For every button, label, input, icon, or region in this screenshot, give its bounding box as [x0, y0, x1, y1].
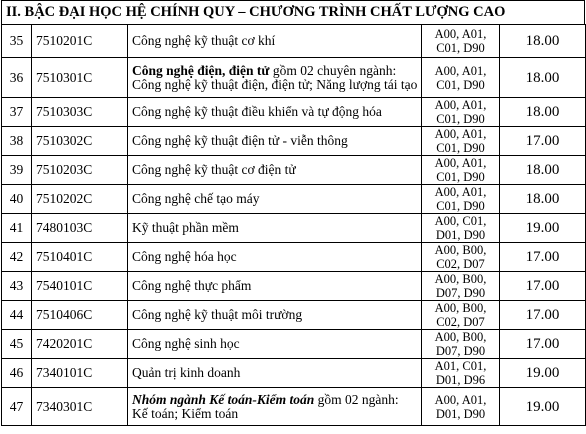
row-number: 46: [2, 359, 32, 388]
combo-line-1: A00, A01,: [434, 127, 487, 141]
combo-line-1: A00, B00,: [434, 301, 487, 315]
combo-line-1: A00, A01,: [434, 185, 487, 199]
admission-score: 18.00: [500, 156, 586, 185]
major-code: 7510401C: [32, 243, 128, 272]
major-code: 7510303C: [32, 98, 128, 127]
combo-line-1: A00, B00,: [434, 330, 487, 344]
row-number: 39: [2, 156, 32, 185]
admission-score: 19.00: [500, 359, 586, 388]
row-number: 43: [2, 272, 32, 301]
row-number: 42: [2, 243, 32, 272]
combo-line-1: A00, B00,: [434, 272, 487, 286]
subject-combinations: [422, 243, 500, 272]
row-number: 41: [2, 214, 32, 243]
combo-line-1: A00, B00,: [434, 243, 487, 257]
combo-line-1: A00, A01,: [434, 98, 487, 112]
major-code: 7510406C: [32, 301, 128, 330]
major-name: Công nghệ kỹ thuật môi trường: [128, 301, 422, 330]
major-code: 7480103C: [32, 214, 128, 243]
admission-score: 18.00: [500, 98, 586, 127]
major-name-bold: Công nghệ điện, điện tử: [132, 62, 270, 78]
row-number: 44: [2, 301, 32, 330]
table-row: [2, 388, 586, 426]
admission-score: 17.00: [500, 127, 586, 156]
combo-line-2: D07, D90: [435, 286, 486, 300]
combo-line-2: C02, D07: [436, 257, 485, 271]
combo-line-1: A00, A01,: [434, 63, 487, 78]
section-title: II. BẬC ĐẠI HỌC HỆ CHÍNH QUY – CHƯƠNG TRÌNH CHẤT LƯỢNG CAO: [1, 0, 585, 25]
table-row: [2, 25, 586, 58]
major-code: 7510201C: [32, 25, 128, 58]
admission-score: 18.00: [500, 185, 586, 214]
combo-line-2: C01, D90: [436, 199, 485, 213]
major-name-bold-italic: Nhóm ngành Kế toán-Kiểm toán: [132, 391, 315, 407]
row-number: 36: [2, 58, 32, 98]
combo-line-1: A00, A01,: [434, 27, 487, 41]
admission-score: 17.00: [500, 301, 586, 330]
major-name-rest: gồm 02 chuyên ngành:: [269, 62, 397, 78]
subject-combinations: [422, 58, 500, 98]
subject-combinations: [422, 330, 500, 359]
combo-line-2: D01, D90: [435, 228, 486, 242]
major-name: Công nghệ kỹ thuật điện tử - viễn thông: [128, 127, 422, 156]
table-row: [2, 185, 586, 214]
subject-combinations: [422, 272, 500, 301]
combo-line-2: D01, D96: [435, 373, 486, 387]
subject-combinations: [422, 301, 500, 330]
major-code: 7340101C: [32, 359, 128, 388]
major-name-line-2: Kế toán; Kiểm toán: [132, 405, 239, 421]
subject-combinations: [422, 185, 500, 214]
combo-line-1: A00, A01,: [434, 392, 487, 407]
row-number: 45: [2, 330, 32, 359]
major-name-rest: gồm 02 ngành:: [314, 391, 399, 407]
subject-combinations: [422, 156, 500, 185]
major-name: Công nghệ thực phẩm: [128, 272, 422, 301]
subject-combinations: [422, 25, 500, 58]
major-code: 7510202C: [32, 185, 128, 214]
table-row: [2, 214, 586, 243]
admission-score: 17.00: [500, 330, 586, 359]
row-number: 38: [2, 127, 32, 156]
combo-line-2: C01, D90: [436, 77, 485, 92]
table-row: [2, 272, 586, 301]
major-name: Công nghệ chế tạo máy: [128, 185, 422, 214]
admission-score: 18.00: [500, 25, 586, 58]
table-row: [2, 301, 586, 330]
major-name: Công nghệ kỹ thuật điều khiển và tự động hóa: [128, 98, 422, 127]
row-number: 37: [2, 98, 32, 127]
combo-line-1: A00, C01,: [434, 214, 487, 228]
admission-score: 19.00: [500, 214, 586, 243]
row-number: 35: [2, 25, 32, 58]
major-name: [128, 388, 422, 426]
subject-combinations: [422, 127, 500, 156]
major-name: Công nghệ kỹ thuật cơ khí: [128, 25, 422, 58]
combo-line-2: C01, D90: [436, 41, 485, 55]
subject-combinations: [422, 359, 500, 388]
row-number: 40: [2, 185, 32, 214]
admission-score: 18.00: [500, 58, 586, 98]
major-code: 7510301C: [32, 58, 128, 98]
combo-line-1: A01, C01,: [434, 359, 487, 373]
combo-line-2: C01, D90: [436, 112, 485, 126]
combo-line-2: C02, D07: [436, 315, 485, 329]
admission-score: 19.00: [500, 388, 586, 426]
subject-combinations: [422, 388, 500, 426]
major-name: Công nghệ kỹ thuật cơ điện tử: [128, 156, 422, 185]
major-name: Công nghệ sinh học: [128, 330, 422, 359]
major-code: 7510302C: [32, 127, 128, 156]
subject-combinations: [422, 98, 500, 127]
row-number: 47: [2, 388, 32, 426]
admission-score-table: [1, 24, 586, 426]
combo-line-1: A00, A01,: [434, 156, 487, 170]
table-row: [2, 98, 586, 127]
subject-combinations: [422, 214, 500, 243]
admission-score: 17.00: [500, 272, 586, 301]
major-code: 7340301C: [32, 388, 128, 426]
table-row: [2, 330, 586, 359]
major-code: 7540101C: [32, 272, 128, 301]
combo-line-2: C01, D90: [436, 170, 485, 184]
combo-line-2: D07, D90: [435, 344, 486, 358]
table-row: [2, 58, 586, 98]
admission-score: 17.00: [500, 243, 586, 272]
table-row: [2, 359, 586, 388]
major-name: Công nghệ hóa học: [128, 243, 422, 272]
major-name: Kỹ thuật phần mềm: [128, 214, 422, 243]
major-name-line-2: Công nghệ kỹ thuật điện, điện tử; Năng lượng tái tạo: [132, 76, 418, 92]
combo-line-2: C01, D90: [436, 141, 485, 155]
major-code: 7510203C: [32, 156, 128, 185]
table-row: [2, 127, 586, 156]
major-code: 7420201C: [32, 330, 128, 359]
major-name: [128, 58, 422, 98]
major-name: Quản trị kinh doanh: [128, 359, 422, 388]
table-row: [2, 243, 586, 272]
combo-line-2: D01, D90: [435, 406, 486, 421]
table-row: [2, 156, 586, 185]
